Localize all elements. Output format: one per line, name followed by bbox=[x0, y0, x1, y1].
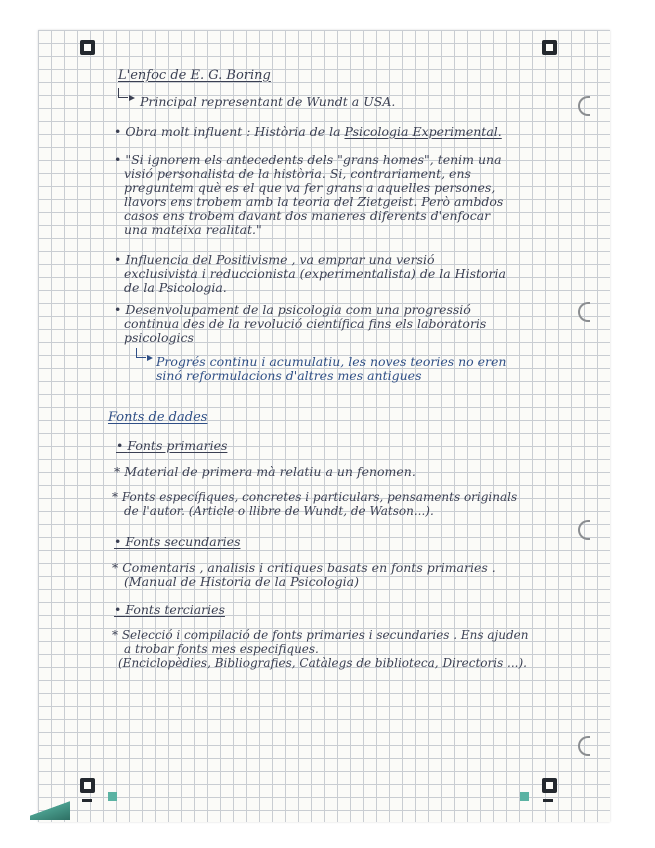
sources-tertiary-title-text: Fonts terciaries bbox=[125, 602, 225, 617]
arrow-icon bbox=[118, 88, 128, 98]
bullet-2-line-3: preguntem què es el que va fer grans a aquelles persones, bbox=[124, 180, 496, 195]
bullet-3-line-1: • Influencia del Positivisme , va emprar una versió bbox=[114, 252, 435, 267]
page-corner-curl bbox=[30, 800, 70, 820]
sources-tertiary-line-2: a trobar fonts mes especifiques. bbox=[124, 642, 319, 656]
sources-tertiary-title: • Fonts terciaries bbox=[114, 602, 225, 617]
sources-tertiary-line-1: * Selecció i compilació de fonts primaries i secundaries . Ens ajuden bbox=[112, 628, 529, 642]
teal-marker-right bbox=[520, 792, 529, 801]
bullet-2-line-2: visió personalista de la història. Si, contrariament, ens bbox=[124, 166, 471, 181]
page-heading: L'enfoc de E. G. Boring bbox=[118, 68, 271, 83]
notebook-page bbox=[38, 30, 610, 822]
dash-marker-left bbox=[82, 799, 92, 802]
sources-specific-line-1: * Fonts específiques, concretes i particulars, pensaments originals bbox=[112, 490, 518, 504]
sources-specific-line-2: de l'autor. (Article o llibre de Wundt, de Watson...). bbox=[124, 504, 434, 518]
sources-primary-title: • Fonts primaries bbox=[116, 438, 228, 453]
corner-marker-top-left bbox=[80, 40, 95, 55]
bullet-4-line-3: psicologics bbox=[124, 330, 194, 345]
corner-marker-bottom-right bbox=[542, 778, 557, 793]
bullet-2-line-6: una mateixa realitat." bbox=[124, 222, 262, 237]
teal-marker-left bbox=[108, 792, 117, 801]
bullet-2-line-5: casos ens trobem davant dos maneres diferents d'enfocar bbox=[124, 208, 491, 223]
bullet-3-line-3: de la Psicologia. bbox=[124, 280, 227, 295]
bullet-1 bbox=[114, 124, 502, 139]
bullet-1-underlined: Psicologia Experimental. bbox=[344, 124, 502, 139]
bullet-4-sub-line-2: sinó reformulacions d'altres mes antigues bbox=[156, 368, 422, 383]
sources-primary-title-text: Fonts primaries bbox=[127, 438, 228, 453]
bullet-4-sub-line-1: Progrés continu i acumulatiu, les noves teories no eren bbox=[156, 354, 507, 369]
sources-tertiary-line-3: (Enciclopèdies, Bibliografies, Catàlegs de biblioteca, Directoris ...). bbox=[118, 656, 527, 670]
bullet-1-text: • Obra molt influent : Història de la bbox=[114, 124, 345, 139]
bullet-4-line-2: continua des de la revolució científica fins els laboratoris bbox=[124, 316, 487, 331]
corner-marker-top-right bbox=[542, 40, 557, 55]
sources-secondary-title-text: Fonts secundaries bbox=[125, 534, 241, 549]
bullet-2-line-1: • "Si ignorem els antecedents dels "grans homes", tenim una bbox=[114, 152, 502, 167]
bullet-2-line-4: llavors ens trobem amb la teoria del Zietgeist. Però ambdos bbox=[124, 194, 504, 209]
corner-marker-bottom-left bbox=[80, 778, 95, 793]
heading-subtitle: Principal representant de Wundt a USA. bbox=[140, 94, 396, 109]
bullet-3-line-2: exclusivista i reduccionista (experimentalista) de la Historia bbox=[124, 266, 506, 281]
sources-primary-line-1: * Material de primera mà relatiu a un fenomen. bbox=[114, 464, 416, 479]
section-title: Fonts de dades bbox=[108, 410, 208, 425]
bullet-4-line-1: • Desenvolupament de la psicologia com una progressió bbox=[114, 302, 471, 317]
arrow-icon bbox=[136, 348, 146, 358]
sources-secondary-title: • Fonts secundaries bbox=[114, 534, 241, 549]
sources-secondary-line-2: (Manual de Historia de la Psicologia) bbox=[124, 574, 359, 589]
sources-secondary-line-1: * Comentaris , analisis i critiques basats en fonts primaries . bbox=[112, 560, 496, 575]
dash-marker-right bbox=[543, 799, 553, 802]
